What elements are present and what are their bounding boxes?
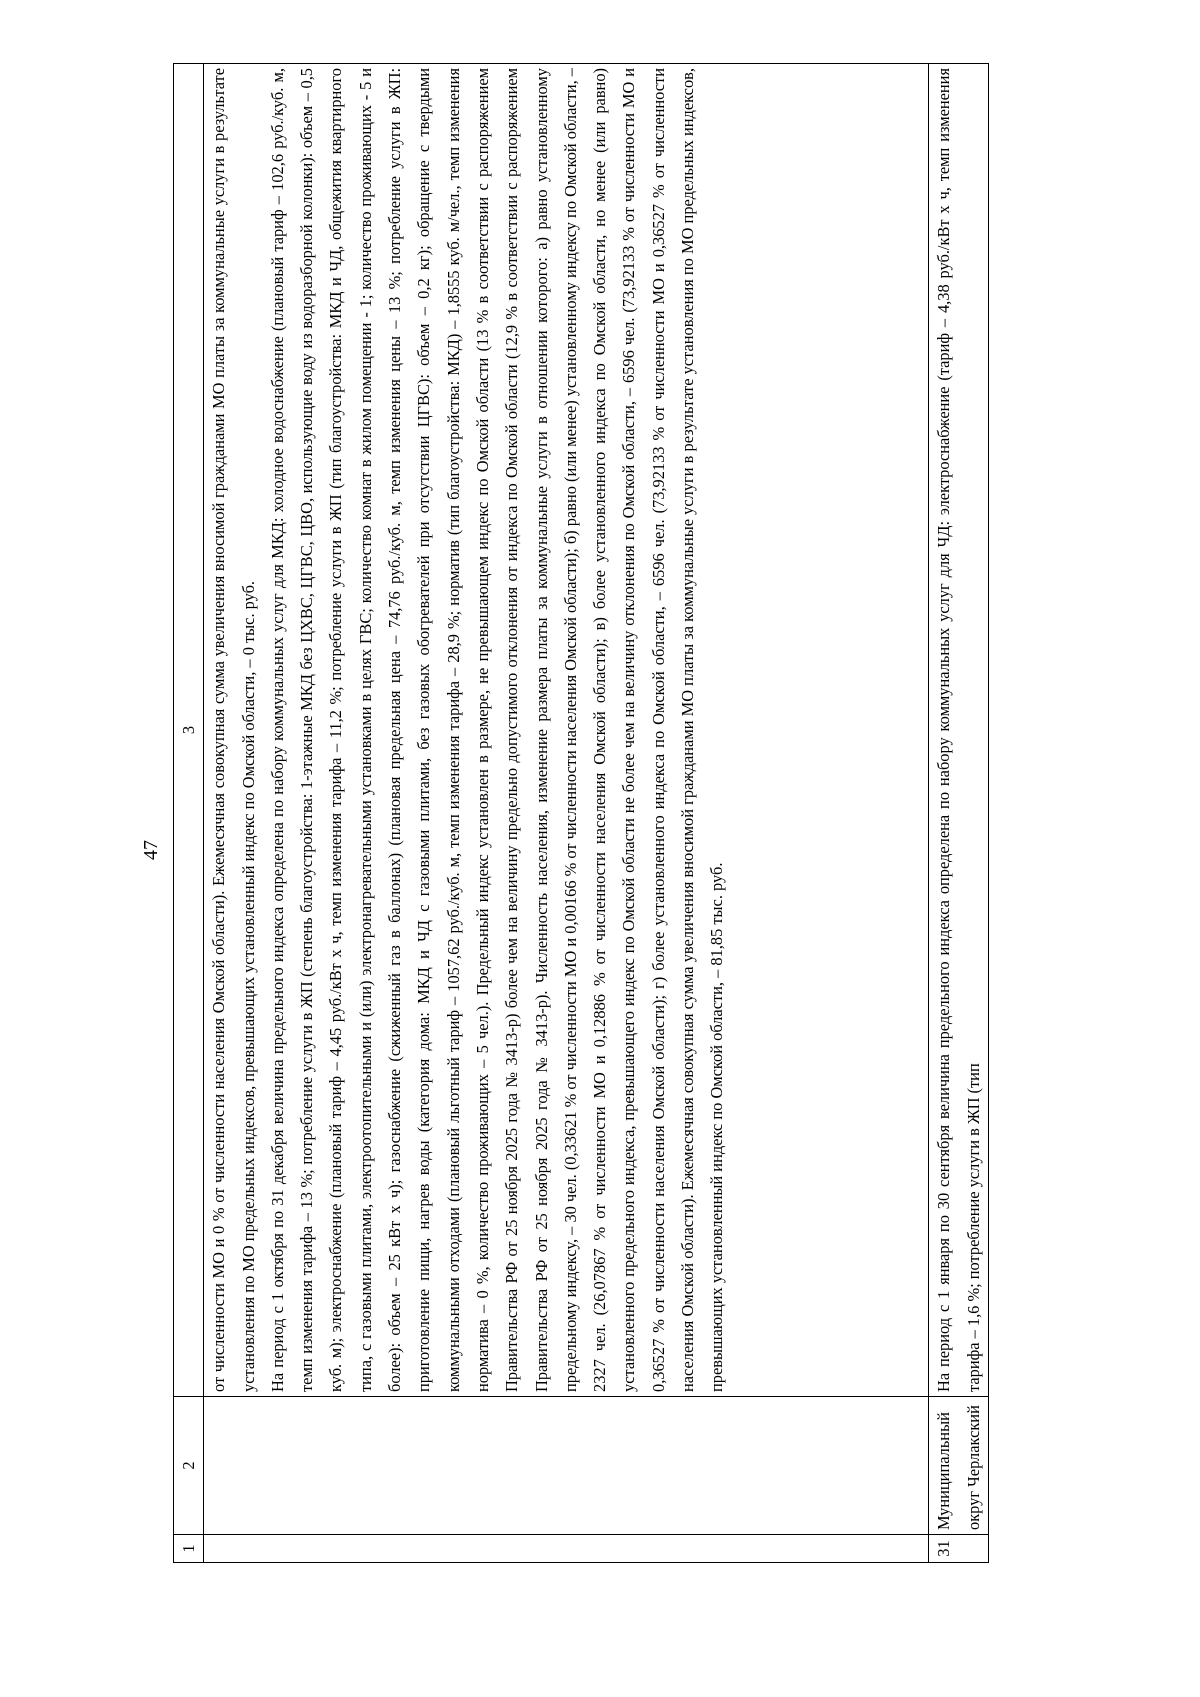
row-31-name: Муниципальный округ Черлакский: [929, 1397, 989, 1535]
header-col-2: 2: [174, 1397, 204, 1535]
table-row-continuation: [204, 64, 929, 1563]
row-31-text: На период с 1 января по 30 сентября величина предельного индекса определена по набору коммунальных услуг для ЧД: электроснабжение (тариф – 4,38 руб./кВт х ч, темп изменения тарифа – 1,6 %; потребление услуги в ЖП (тип: [929, 64, 989, 1397]
table-row-31: [929, 64, 989, 1563]
continuation-number-cell: [204, 1535, 929, 1563]
rotated-table-sheet: [173, 63, 1084, 1563]
header-col-3: 3: [174, 64, 204, 1397]
continuation-name-cell: [204, 1397, 929, 1535]
continuation-paragraph-1: от численности МО и 0 % от численности населения Омской области). Ежемесячная совокупная сумма увеличения вносимой гражданами МО платы за коммунальные услуги в результате установления по МО предельных индексов, превышающих установленный индекс по Омской области, – 0 тыс. руб.: [209, 68, 258, 1392]
continuation-paragraph-2: На период с 1 октября по 31 декабря величина предельного индекса определена по набору коммунальных услуг для МКД: холодное водоснабжение (плановый тариф – 102,6 руб./куб. м, темп изменения тарифа – 13 %; потребление услуги в ЖП (степень благоустройства: 1-этажные МКД без ЦХВС, ЦГВС, ЦВО, использующие воду из водоразборной колонки): объем – 0,5 куб. м); электроснабжение (плановый тариф – 4,45 руб./кВт х ч, темп изменения тарифа – 11,2 %; потребление услуги в ЖП (тип благоустройства: МКД и ЧД, общежития квартирного типа, с газовыми плитами, электроотопительными и (или) электронагревательными установками в целях ГВС; количество комнат в жилом помещении - 1; количество проживающих - 5 и более): объем – 25 кВт х ч); газоснабжение (сжиженный газ в баллонах) (плановая предельная цена – 74,76 руб./куб. м, темп изменения цены – 13 %; потребление услуги в ЖП: приготовление пищи, нагрев воды (категория дома: МКД и ЧД с газовыми плитами, без газовых обогревателей при отсутствии ЦГВС): объем – 0,2 кг); обращение с твердыми коммунальными отходами (плановый льготный тариф – 1057,62 руб./куб. м, темп изменения тарифа – 28,9 %; норматив (тип благоустройства: МКД) – 1,8555 куб. м/чел., темп изменения норматива – 0 %, количество проживающих – 5 чел.). Предельный индекс установлен в размере, не превышающем индекс по Омской области (13 % в соответствии с распоряжением Правительства РФ от 25 ноября 2025 года № 3413-р) более чем на величину предельно допустимого отклонения от индекса по Омской области (12,9 % в соответствии с распоряжением Правительства РФ от 25 ноября 2025 года № 3413-р). Численность населения, изменение размера платы за коммунальные услуги в отношении которого: а) равно установленному предельному индексу, – 30 чел. (0,33621 % от численности МО и 0,00166 % от численности населения Омской области); б) равно (или менее) установленному индексу по Омской области, – 2327 чел. (26,07867 % от численности МО и 0,12886 % от численности населения Омской области); в) более установленного индекса по Омской области, но менее (или равно) установленного предельного индекса, превышающего индекс по Омской области не более чем на величину отклонения по Омской области, – 6596 чел. (73,92133 % от численности МО и 0,36527 % от численности населения Омской области); г) более установленного индекса по Омской области, – 6596 чел. (73,92133 % от численности МО и 0,36527 % от численности населения Омской области). Ежемесячная совокупная сумма увеличения вносимой гражданами МО платы за коммунальные услуги в результате установления по МО предельных индексов, превышающих установленный индекс по Омской области, – 81,85 тыс. руб.: [267, 68, 727, 1392]
header-col-1: 1: [174, 1535, 204, 1563]
page-number: 47: [140, 840, 162, 860]
indices-table: [173, 63, 989, 1563]
continuation-text-cell: [204, 64, 929, 1397]
table-header-row: [174, 64, 204, 1563]
row-31-number: 31: [929, 1535, 989, 1563]
